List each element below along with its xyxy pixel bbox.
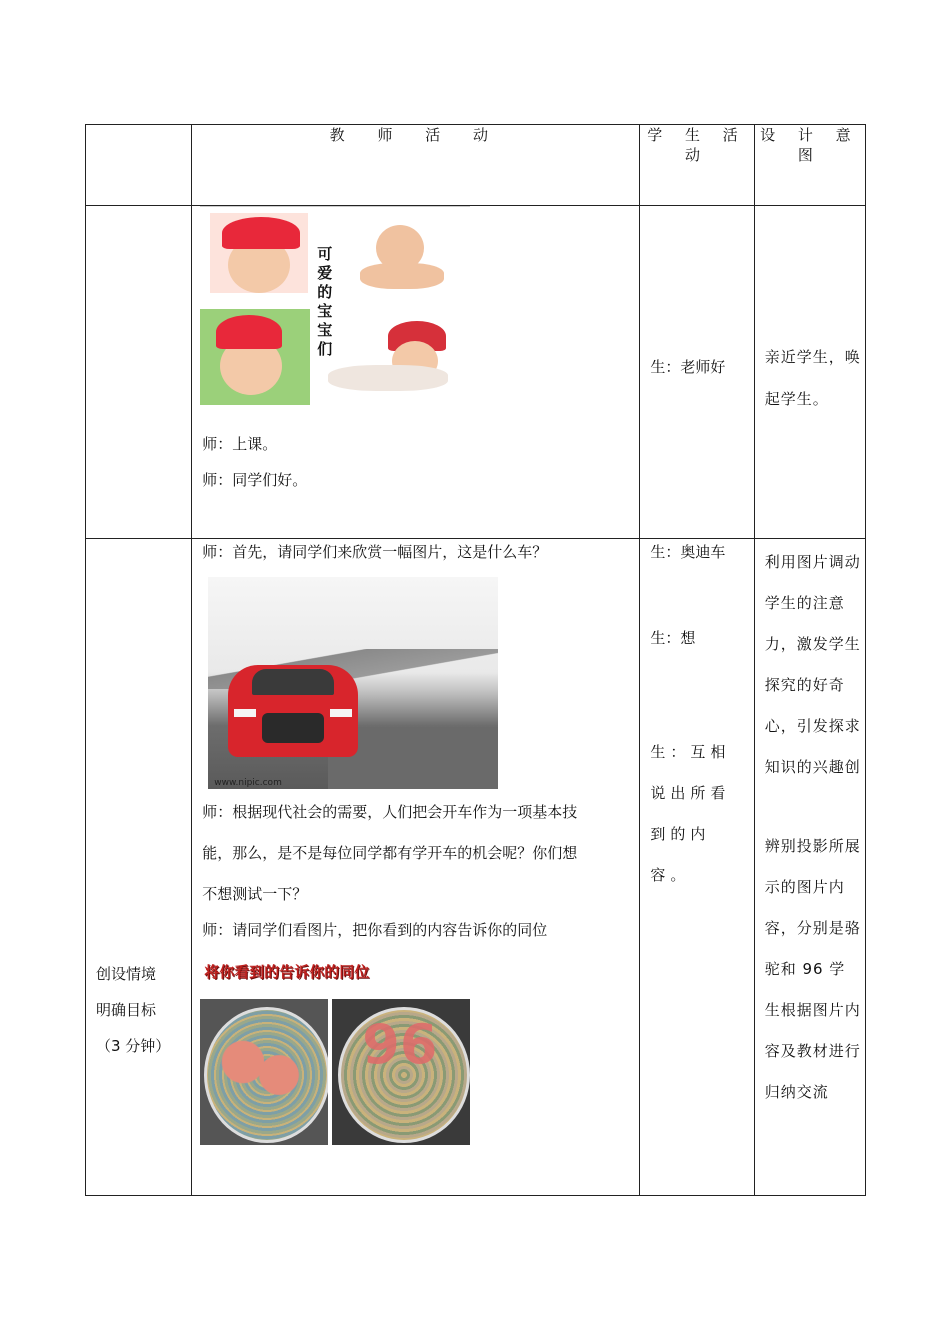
teacher-question-car: 师：首先，请同学们来欣赏一幅图片，这是什么车？ — [202, 543, 548, 561]
audi-car-image — [208, 577, 498, 789]
situation-row — [86, 539, 866, 1196]
student-cell-greeting — [640, 206, 754, 539]
teacher-para-line-2: 能，那么，是不是每位同学都有学开车的机会呢？你们想 — [202, 844, 578, 862]
color-plate-camel — [200, 999, 328, 1145]
teacher-para-line-1: 师：根据现代社会的需要，人们把会开车作为一项基本技 — [202, 803, 578, 821]
header-teacher-activity: 教 师 活 动 — [192, 125, 640, 206]
baby-photo-1 — [210, 213, 308, 293]
intent-attention: 利用图片调动学生的注意力，激发学生探究的好奇心，引发探求知识的兴趣创 — [764, 553, 861, 776]
stage-line-3: （3 分钟） — [96, 1037, 171, 1055]
student-answer-want: 生：想 — [650, 629, 696, 647]
teacher-cell-greeting — [192, 206, 640, 539]
baby-photo-2 — [340, 219, 460, 299]
student-answer-share: 生：互相说出所看到的内容。 — [650, 743, 731, 884]
car-windshield — [252, 669, 334, 695]
baby-photo-4 — [318, 319, 462, 395]
lesson-table — [85, 124, 866, 1196]
stage-cell — [86, 539, 192, 1196]
intent-greeting: 亲近学生，唤起学生。 — [764, 348, 861, 408]
color-plate-96 — [332, 999, 470, 1145]
student-greeting: 生：老师好 — [650, 358, 726, 376]
baby-photo-3 — [200, 309, 310, 405]
teacher-line-2: 师：同学们好。 — [202, 471, 308, 489]
intent-cell-situation — [754, 539, 865, 1196]
teacher-line-1: 师：上课。 — [202, 435, 278, 453]
baby-caption: 可爱的宝宝们 — [317, 245, 333, 358]
teacher-cell-situation — [192, 539, 640, 1196]
plate-number-96: 96 — [362, 1013, 438, 1076]
student-answer-car: 生：奥迪车 — [650, 543, 726, 561]
stage-line-1: 创设情境 — [96, 965, 157, 983]
teacher-instruction: 师：请同学们看图片，把你看到的内容告诉你的同位 — [202, 921, 548, 939]
intent-distinguish: 辨别投影所展示的图片内容，分别是骆驼和 96 学生根据图片内容及教材进行归纳交流 — [764, 837, 861, 1101]
header-student-activity: 学 生 活 动 — [640, 125, 754, 206]
greeting-row — [86, 206, 866, 539]
car-headlight-left — [234, 709, 256, 717]
teacher-para-line-3: 不想测试一下？ — [202, 885, 308, 903]
car-headlight-right — [330, 709, 352, 717]
student-cell-situation — [640, 539, 754, 1196]
car-grille — [262, 713, 324, 743]
header-row — [86, 125, 866, 206]
baby-collage-image — [200, 206, 470, 407]
car-watermark: www.nipic.com — [214, 778, 282, 788]
stage-cell-empty — [86, 206, 192, 539]
header-col1 — [86, 125, 192, 206]
intent-cell-greeting — [754, 206, 865, 539]
plate-caption: 将你看到的告诉你的同位 — [204, 963, 370, 981]
stage-line-2: 明确目标 — [96, 1001, 157, 1019]
header-design-intent: 设 计 意 图 — [754, 125, 865, 206]
